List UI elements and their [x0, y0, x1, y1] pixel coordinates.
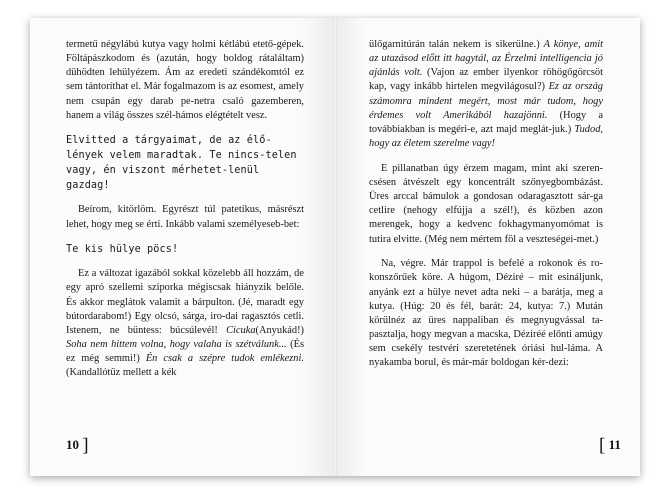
paragraph: Na, végre. Már trappol is befelé a rokonok és ro-konszőrűek köre. A húgom, Déziré – mit esináljunk, anyánk ezt a hülye nevet adta neki – a barátja, meg a kutya. (Húg: 20 és fél, barát: 24, kutya: 7.) Mután körülnéz az üres nappaliban és megnyugvással ta-pasztalja, hogy megvan a macska, Déziréé előnti amúgy sem csekély testvéri szeretetének óriási hul-láma. A nyakamba borul, és már-már boldogan kér-dezi: — [369, 258, 603, 369]
paragraph: E pillanatban úgy érzem magam, mint aki szeren-csésen átvészelt egy koncentrált szőnyegbombázást. Üres arccal bámulok a gondosan odaragasztott sár-ga cetlire (nehogy elfújja a szél!), és közben azon merengek, hogy a kedvenc fokhagymanyomómat is tutira elvitte. (Még nem mértem föl a veszteségei-met.) — [369, 162, 603, 245]
italic-run: Cicuka — [226, 324, 256, 336]
text-run: (Vajon az ember ilyenkor röhögőgörcsöt kap, vagy inkább hirtelen megvilágosul?) — [369, 67, 603, 93]
text-run: (Hogy a továbbiakban is megéri-e, azt majd meglát-juk.) — [369, 109, 603, 135]
text-run: (Anyukád!) — [255, 324, 304, 336]
right-page — [335, 18, 640, 476]
right-page-text — [369, 38, 603, 381]
left-page-text — [66, 38, 304, 391]
paragraph — [369, 38, 603, 151]
bracket-glyph: ] — [82, 435, 89, 456]
book-gutter — [333, 18, 337, 476]
paragraph: Beírom, kitörlöm. Egyrészt túl patetikus, másrészt lehet, hogy meg se érti. Inkább valami személyeseb-bet: — [66, 204, 304, 230]
text-run: (Kandallótűz mellett a kék — [66, 367, 177, 379]
italic-run: Soha nem hittem volna, hogy valaha is szétválunk... — [66, 339, 287, 351]
page-number: 11 — [608, 437, 621, 452]
bracket-glyph: [ — [599, 435, 606, 456]
page-number-right — [599, 433, 621, 455]
paragraph: termetű négylábú kutya vagy holmi kétlábú etető-gépek. Föltápászkodom és (azután, hogy boldog rátaláltam) dühödten lehülyézem. Ám az eredeti szándékomtól ez sem tántoríthat el. Már fogalmazom is az esomest, amely nem csupán egy darab pe-netra csaló gazemberen, hanem a világ összes szél-hámos elégtételt vesz. — [66, 39, 304, 121]
book-spread — [30, 18, 640, 476]
left-page — [30, 18, 335, 476]
text-run: Ez a változat igazából sokkal közelebb áll hozzám, de egy apró szellemi sziporka mégiscsak hiányzik belőle. És akkor meglátok valamit a bárpulton. (Jé, maradt egy bútordarabom!) Egy olcsó, sárga, iro-dai ragasztós cetli. Istenem, ne büntess: búcsúlevél! — [66, 268, 304, 336]
note-draft-2: Te kis hülye pöcs! — [66, 244, 179, 256]
text-run: ülőgarnitúrán talán nekem is sikerülne.) — [369, 39, 544, 50]
text-run: (És ez még semmi!) — [66, 339, 304, 365]
page-number-left — [66, 433, 89, 455]
italic-run: Én csak a szépre tudok emlékezni. — [145, 353, 304, 365]
page-number: 10 — [66, 437, 79, 452]
note-draft-1: Elvitted a tárgyaimat, de az élő-lények velem maradtak. Te nincs-telen vagy, én viszont mérhetet-lenül gazdag! — [66, 135, 297, 192]
paragraph — [66, 267, 304, 380]
italic-run: A könye, amit az utazásod előtt itt hagytál, az Érzelmi intelligencia jó ajánlás volt. — [369, 39, 603, 79]
italic-run: Tudod, hogy az életem szerelme vagy! — [369, 123, 603, 150]
italic-run: Ez az ország számomra mindent megért, most már tudom, hogy érdemes volt Amerikából hazajönni. — [369, 81, 603, 121]
